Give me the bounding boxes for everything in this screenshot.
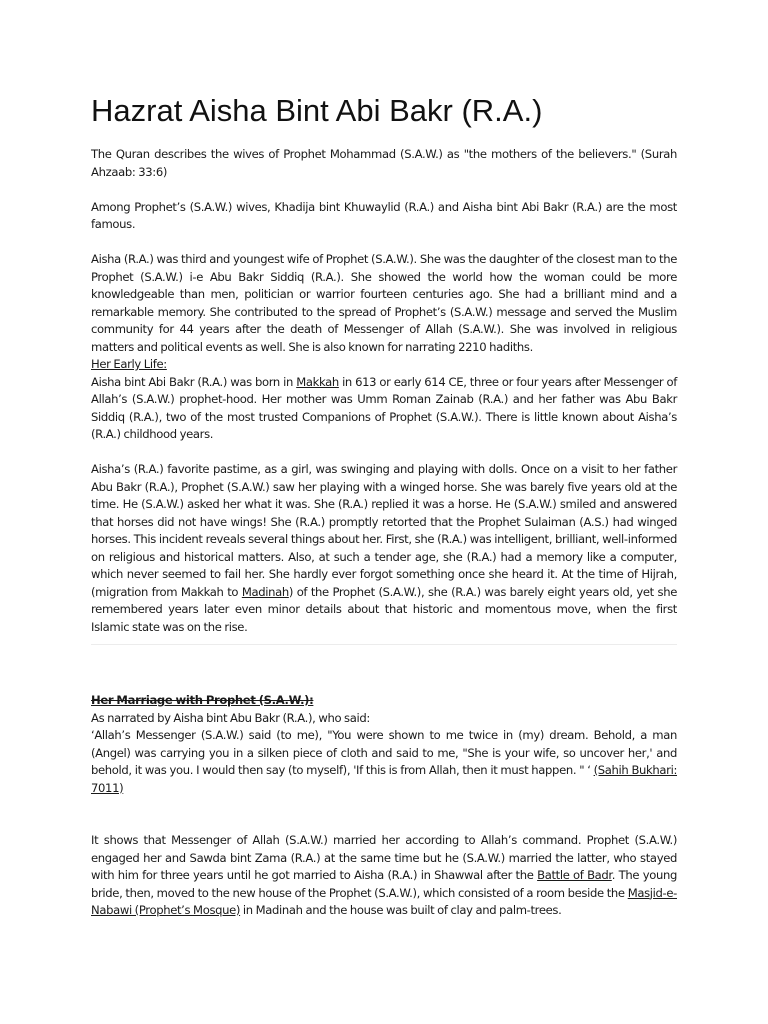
- page-title: Hazrat Aisha Bint Abi Bakr (R.A.): [91, 93, 543, 128]
- aisha-overview-paragraph: Aisha (R.A.) was third and youngest wife of Prophet (S.A.W.). She was the daughter of the closest man to the Prophet (S.A.W.) i-e Abu Bakr Siddiq (R.A.). She showed the world how the woman could be more knowledgeable than men, politician or warrior fourteen centuries ago. She had a brilliant mind and a remarkable memory. She contributed to the spread of Prophet’s (S.A.W.) message and served the Muslim community for 44 years after the death of Messenger of Allah (S.A.W.). She was involved in religious matters and political events as well. She is also known for narrating 2210 hadiths.: [91, 252, 677, 354]
- birth-paragraph: [91, 374, 677, 444]
- childhood-text-start: Aisha’s (R.A.) favorite pastime, as a girl, was swinging and playing with dolls. Once on a visit to her father Abu Bakr (R.A.), Prophet (S.A.W.) saw her playing with a winged horse. She was barely five years old at the time. He (S.A.W.) asked her what it was. She (R.A.) replied it was a horse. He (S.A.W.) smiled and answered that horses did not have wings! She (R.A.) promptly retorted that the Prophet Sulaiman (A.S.) had winged horses. This incident reveals several things about her. First, she (R.A.) was intelligent, brilliant, well-informed on religious and historical matters. Also, at such a tender age, she (R.A.) had a memory like a computer, which never seemed to fail her. She hardly ever forgot something once she heard it. At the time of Hijrah, (migration from Makkah to: [91, 462, 677, 599]
- marriage-text-end: in Madinah and the house was built of clay and palm-trees.: [240, 903, 562, 917]
- marriage-heading: Her Marriage with Prophet (S.A.W.):: [91, 693, 314, 707]
- makkah-link[interactable]: Makkah: [296, 374, 339, 389]
- madinah-link[interactable]: Madinah: [241, 584, 289, 599]
- birth-text-start: Aisha bint Abi Bakr (R.A.) was born in: [91, 374, 297, 389]
- birth-text-end: in 613 or early 614 CE, three or four years after Messenger of Allah’s (S.A.W.) prophet-hood. Her mother was Umm Roman Zainab (R.A.) and her father was Abu Bakr Siddiq (R.A.), two of the most trusted Companions of Prophet (S.A.W.). There is little known about Aisha’s (R.A.) childhood years.: [91, 374, 677, 441]
- battle-of-badr-link[interactable]: Battle of Badr: [537, 868, 612, 882]
- hadith-quote-paragraph: [91, 727, 677, 797]
- marriage-text-start: It shows that Messenger of Allah (S.A.W.) married her according to Allah’s command. Prophet (S.A.W.) engaged her and Sawda bint Zama (R.A.) at the same time but he (S.A.W.) married the latter, who stayed with him for three years until he got married to Aisha (R.A.) in Shawwal after the: [91, 833, 677, 882]
- marriage-text-middle: . The young bride, then, moved to the new house of the Prophet (S.A.W.), which consisted of a room beside the: [91, 868, 677, 900]
- masjid-e-nabawi-link[interactable]: Masjid-e-Nabawi (Prophet’s Mosque): [91, 885, 677, 917]
- narration-intro: As narrated by Aisha bint Abu Bakr (R.A.), who said:: [91, 710, 370, 725]
- early-life-heading: Her Early Life:: [91, 357, 167, 371]
- marriage-paragraph: [91, 832, 677, 920]
- intro-paragraph: The Quran describes the wives of Prophet Mohammad (S.A.W.) as "the mothers of the believers." (Surah Ahzaab: 33:6): [91, 147, 677, 179]
- childhood-paragraph: [91, 461, 677, 636]
- document-body: [91, 146, 677, 920]
- childhood-text-end: ) of the Prophet (S.A.W.), she (R.A.) was barely eight years old, yet she remembered years later even minor details about that historic and momentous move, when the first Islamic state was on the rise.: [91, 584, 677, 634]
- famous-wives-paragraph: Among Prophet’s (S.A.W.) wives, Khadija bint Khuwaylid (R.A.) and Aisha bint Abi Bakr (R.A.) are the most famous.: [91, 199, 677, 231]
- hadith-quote-text: ‘Allah’s Messenger (S.A.W.) said (to me), "You were shown to me twice in (my) dream. Behold, a man (Angel) was carrying you in a silken piece of cloth and said to me, "She is your wife, so uncover her,' and behold, it was you. I would then say (to myself), 'If this is from Allah, then it must happen. " ‘: [91, 728, 677, 777]
- sahih-bukhari-link[interactable]: (Sahih Bukhari: 7011): [91, 763, 678, 795]
- section-spacer: [91, 645, 677, 692]
